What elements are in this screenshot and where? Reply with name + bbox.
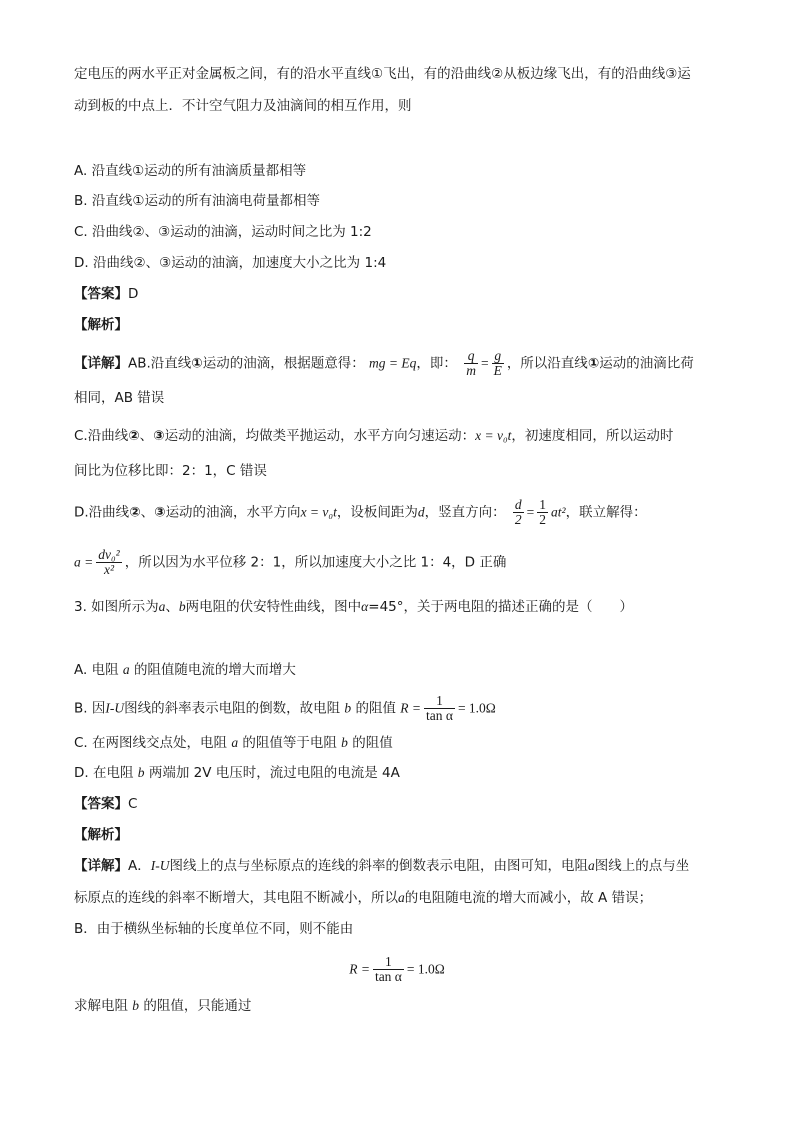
var-a: a =	[74, 554, 94, 570]
value-1-ohm: = 1.0Ω	[457, 700, 496, 716]
text: 图线的斜率表示电阻的倒数，故电阻	[124, 700, 341, 717]
equation-x-v0t: x = v₀t	[300, 504, 337, 520]
text: 两端加 2V 电压时，流过电阻的电流是 4A	[148, 765, 400, 781]
text: 的电阻随电流的增大而减小，故 A 错误；	[404, 890, 653, 906]
answer-value: C	[128, 796, 138, 812]
numerator: 1	[373, 955, 404, 970]
text: ，联立解得：	[565, 504, 647, 521]
text: =45°，关于两电阻的描述正确的是（ ）	[368, 599, 634, 615]
equals: =	[526, 504, 535, 520]
text: 的阻值	[355, 700, 396, 717]
var-b: b	[341, 735, 348, 750]
equation-x-v0t: x = v₀t	[475, 428, 512, 443]
text: AB.沿直线	[128, 355, 192, 372]
value-1-ohm: = 1.0Ω	[406, 961, 445, 977]
q2-detail-d-line1	[74, 498, 647, 527]
q2-analysis-label: 【解析】	[74, 317, 128, 333]
q3-analysis-label: 【解析】	[74, 827, 128, 843]
q2-detail-ab-line2: 相同，AB 错误	[74, 390, 165, 406]
numerator: q	[464, 349, 478, 364]
text: 求解电阻	[74, 998, 128, 1014]
circled-two: ②	[129, 504, 141, 521]
text: B. 因	[74, 700, 106, 717]
q2-detail-ab-line1	[74, 349, 694, 378]
text: 图线上的点与坐	[594, 858, 690, 874]
text: 的阻值随电流的增大而增大	[133, 662, 296, 678]
circled-three: ③	[153, 428, 165, 444]
var-a: a	[231, 735, 239, 750]
q3-option-a	[74, 660, 296, 680]
text: 、	[165, 599, 179, 615]
q3-detail-a-line1	[74, 856, 689, 876]
var-d: d	[417, 504, 425, 520]
numerator: d	[514, 497, 522, 512]
circled-three: ③	[154, 504, 166, 521]
denominator: 2	[539, 512, 547, 527]
denominator: m	[466, 363, 476, 378]
text: 的阻值等于电阻	[242, 735, 337, 751]
q3-answer	[74, 794, 137, 814]
text: 的阻值	[352, 735, 393, 751]
text: ，所以沿直线	[506, 355, 588, 372]
fraction-1-tan	[424, 694, 455, 723]
var-b: b	[178, 599, 186, 614]
term-iu: I-U	[105, 700, 125, 716]
text: ，即：	[416, 355, 457, 372]
text: C. 在两图线交点处，电阻	[74, 735, 228, 751]
text: 、	[140, 504, 155, 521]
fraction-1-tan	[373, 955, 404, 984]
intro-line-1: 定电压的两水平正对金属板之间，有的沿水平直线①飞出，有的沿曲线②从板边缘飞出，有的沿曲线③运	[74, 66, 691, 82]
fraction-q-m	[464, 349, 478, 378]
detail-label: 【详解】	[74, 858, 128, 874]
text: 运动的油滴比荷	[599, 355, 694, 372]
q3-option-d	[74, 763, 400, 783]
numerator: 1	[539, 497, 547, 512]
denominator: 2	[514, 512, 522, 527]
q3-detail-a-line2	[74, 888, 652, 908]
text: 的阻值，只能通过	[143, 998, 252, 1014]
numerator: dv₀²	[98, 547, 120, 562]
denominator: tan α	[374, 969, 402, 984]
circled-one: ①	[191, 355, 203, 372]
circled-one: ①	[587, 355, 600, 372]
numerator: g	[492, 349, 504, 364]
q2-detail-c-line1	[74, 426, 673, 446]
q2-option-a: A. 沿直线①运动的所有油滴质量都相等	[74, 163, 307, 179]
text: D. 在电阻	[74, 765, 134, 781]
text: 标原点的连线的斜率不断增大，其电阻不断减小，所以	[74, 890, 398, 906]
q2-option-d: D. 沿曲线②、③运动的油滴，加速度大小之比为 1:4	[74, 255, 387, 271]
text: ，设板间距为	[336, 504, 418, 521]
text: ，竖直方向：	[424, 504, 506, 521]
text: 运动的油滴，根据题意得：	[202, 355, 365, 372]
q3-option-c	[74, 733, 393, 753]
text: ，所以因为水平位移 2：1，所以加速度大小之比 1：4，D 正确	[124, 554, 507, 571]
q3-detail-b-formula	[0, 955, 794, 984]
text: 3. 如图所示为	[74, 599, 159, 615]
equals: =	[480, 355, 489, 371]
term-at2: at²	[551, 504, 566, 520]
text: A．	[128, 858, 151, 874]
denominator: E	[493, 363, 502, 378]
q2-answer	[74, 284, 138, 304]
text: C.沿曲线	[74, 428, 129, 444]
text: 两电阻的伏安特性曲线，图中	[185, 599, 362, 615]
intro-line-2: 动到板的中点上．不计空气阻力及油滴间的相互作用，则	[74, 98, 412, 114]
text: ，初速度相同，所以运动时	[511, 428, 674, 444]
fraction-d-2	[513, 498, 524, 527]
text: A. 电阻	[74, 662, 119, 678]
var-a: a	[588, 858, 595, 873]
q3-stem	[74, 597, 633, 617]
q3-option-b	[74, 694, 496, 723]
fraction-dv0-x	[96, 548, 121, 577]
var-a: a	[122, 662, 130, 677]
equation-mg-eq: mg = Eq	[369, 355, 417, 371]
fraction-g-e	[492, 349, 504, 378]
text: 、	[139, 428, 154, 444]
var-a: a	[398, 890, 405, 905]
detail-label: 【详解】	[74, 355, 128, 372]
var-a: a	[158, 599, 166, 614]
q2-detail-d-line2	[74, 548, 506, 577]
q2-option-b: B. 沿直线①运动的所有油滴电荷量都相等	[74, 193, 320, 209]
denominator: tan α	[425, 708, 453, 723]
text: 运动的油滴，水平方向	[165, 504, 301, 521]
numerator: 1	[424, 694, 455, 709]
text: D.沿曲线	[74, 504, 130, 521]
denominator: x²	[103, 562, 115, 577]
answer-label: 【答案】	[74, 286, 128, 302]
term-iu: I-U	[150, 858, 170, 873]
var-b: b	[344, 700, 352, 716]
fraction-1-2	[537, 498, 548, 527]
q3-detail-b-line2	[74, 996, 251, 1016]
var-alpha: α	[361, 599, 369, 614]
text: 图线上的点与坐标原点的连线的斜率的倒数表示电阻，由图可知，电阻	[169, 858, 588, 874]
var-b: b	[132, 998, 140, 1013]
answer-label: 【答案】	[74, 796, 128, 812]
q2-detail-c-line2: 间比为位移比即：2：1，C 错误	[74, 463, 267, 479]
var-r: R =	[400, 700, 421, 716]
var-b: b	[137, 765, 145, 780]
var-r: R =	[349, 961, 370, 977]
text: 运动的油滴，均做类平抛运动，水平方向匀速运动：	[164, 428, 476, 444]
circled-two: ②	[128, 428, 140, 444]
answer-value: D	[128, 286, 139, 302]
q3-detail-b-line1: B．由于横纵坐标轴的长度单位不同，则不能由	[74, 921, 354, 937]
q2-option-c: C. 沿曲线②、③运动的油滴，运动时间之比为 1:2	[74, 224, 372, 240]
